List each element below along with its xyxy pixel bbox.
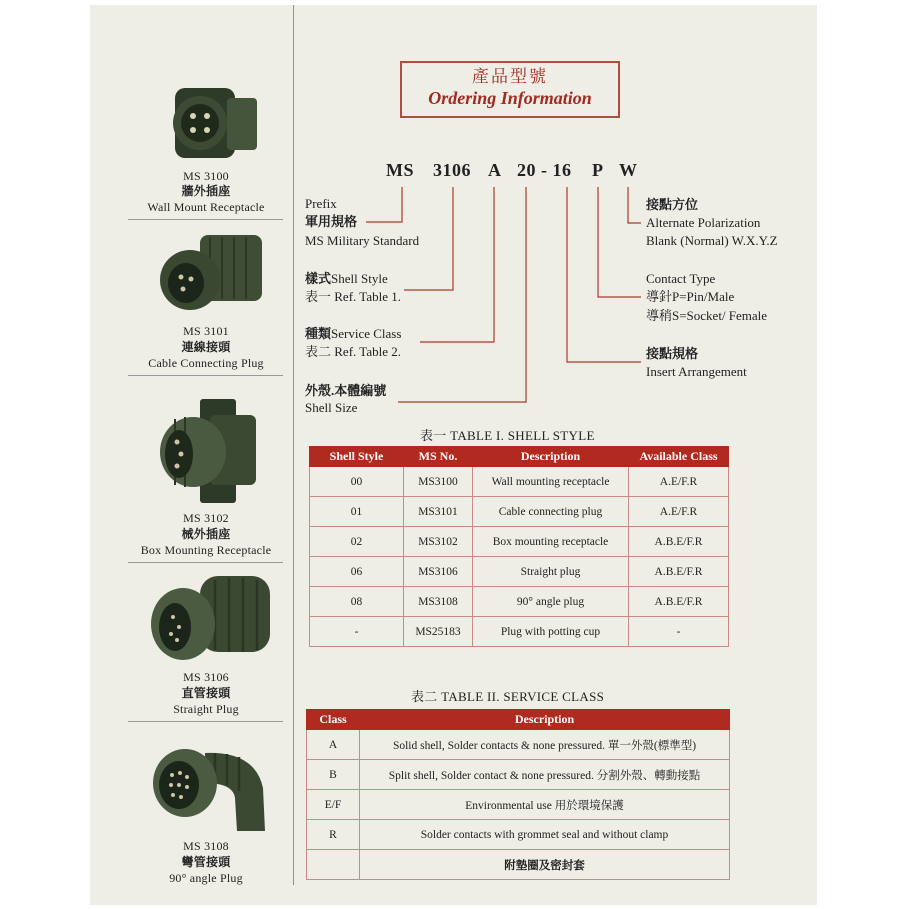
cell: MS3101	[404, 497, 473, 527]
label-contact-pin: 導針P=Pin/Male	[646, 289, 735, 304]
cell: -	[310, 617, 404, 647]
product-code: MS 3101	[183, 324, 229, 338]
cell: Straight plug	[473, 557, 629, 587]
cell: MS25183	[404, 617, 473, 647]
label-shell-style-ref: 表一 Ref. Table 1.	[305, 289, 401, 304]
table-row	[307, 760, 730, 790]
product-name-zh: 牆外插座	[181, 184, 231, 198]
cell: MS3106	[404, 557, 473, 587]
code-size: 20 - 16	[517, 160, 572, 180]
table-row	[310, 557, 729, 587]
label-insert-zh: 接點規格	[646, 346, 699, 361]
product-name-en: Cable Connecting Plug	[148, 356, 264, 370]
cell: A.B.E/F.R	[629, 557, 729, 587]
product-code: MS 3102	[183, 511, 229, 525]
code-contact: P	[592, 160, 604, 180]
cell: Plug with potting cup	[473, 617, 629, 647]
label-service-class: 種類Service Class	[305, 326, 402, 341]
cell: 附墊圈及密封套	[360, 850, 730, 880]
cell: 02	[310, 527, 404, 557]
label-shell-size-zh: 外殼.本體編號	[305, 383, 387, 398]
cell: Environmental use 用於環境保護	[360, 790, 730, 820]
cell: 90° angle plug	[473, 587, 629, 617]
product-code: MS 3100	[183, 169, 229, 183]
table1-caption: 表一 TABLE I. SHELL STYLE	[420, 428, 595, 443]
label-insert: Insert Arrangement	[646, 364, 747, 379]
table-row	[310, 497, 729, 527]
table-row	[307, 790, 730, 820]
code-class: A	[488, 160, 502, 180]
label-service-class-ref: 表二 Ref. Table 2.	[305, 344, 401, 359]
product-code: MS 3108	[183, 839, 229, 853]
product-name-en: Wall Mount Receptacle	[147, 200, 265, 214]
cell: R	[307, 820, 360, 850]
cell: A.E/F.R	[629, 497, 729, 527]
title-zh: 產品型號	[472, 67, 548, 86]
product-name-en: 90° angle Plug	[169, 871, 243, 885]
cell: Cable connecting plug	[473, 497, 629, 527]
cell: Box mounting receptacle	[473, 527, 629, 557]
cell: MS3100	[404, 467, 473, 497]
table-header-row	[310, 447, 729, 467]
col-class: Class	[307, 710, 360, 730]
product-name-zh: 直管接頭	[181, 686, 231, 700]
product-name-zh: 彎管接頭	[181, 855, 231, 869]
table-row	[307, 820, 730, 850]
cell: Solid shell, Solder contacts & none pressured. 單一外殼(標準型)	[360, 730, 730, 760]
table-row	[310, 617, 729, 647]
label-polar-zh: 接點方位	[646, 197, 699, 212]
service-class-table	[306, 709, 730, 880]
cell: E/F	[307, 790, 360, 820]
cell: Wall mounting receptacle	[473, 467, 629, 497]
code-series: 3106	[433, 160, 471, 180]
label-prefix-zh: 軍用規格	[305, 214, 358, 229]
table-row	[307, 850, 730, 880]
cell: Solder contacts with grommet seal and without clamp	[360, 820, 730, 850]
cell: A.E/F.R	[629, 467, 729, 497]
cell: MS3102	[404, 527, 473, 557]
cell: Split shell, Solder contact & none pressured. 分割外殼、轉動接點	[360, 760, 730, 790]
code-ms: MS	[386, 160, 414, 180]
product-name-en: Box Mounting Receptacle	[140, 543, 272, 557]
col-ms-no: MS No.	[404, 447, 473, 467]
col-available-class: Available Class	[629, 447, 729, 467]
cell: -	[629, 617, 729, 647]
table-header-row	[307, 710, 730, 730]
cell: B	[307, 760, 360, 790]
cell: 01	[310, 497, 404, 527]
shell-style-table	[309, 446, 729, 647]
code-polar: W	[619, 160, 638, 180]
product-name-en: Straight Plug	[173, 702, 239, 716]
table-row	[307, 730, 730, 760]
label-shell-style: 樣式Shell Style	[305, 271, 388, 286]
cell: A.B.E/F.R	[629, 527, 729, 557]
table2-caption: 表二 TABLE II. SERVICE CLASS	[411, 689, 605, 704]
label-shell-size: Shell Size	[305, 400, 358, 415]
product-name-zh: 械外插座	[181, 527, 231, 541]
col-description: Description	[473, 447, 629, 467]
cell: A	[307, 730, 360, 760]
col-description: Description	[360, 710, 730, 730]
product-code: MS 3106	[183, 670, 229, 684]
cell: A.B.E/F.R	[629, 587, 729, 617]
table-row	[310, 587, 729, 617]
label-polar-blank: Blank (Normal) W.X.Y.Z	[646, 233, 778, 248]
cell: 08	[310, 587, 404, 617]
table-row	[310, 527, 729, 557]
col-shell-style: Shell Style	[310, 447, 404, 467]
label-polar: Alternate Polarization	[646, 215, 761, 230]
table-row	[310, 467, 729, 497]
title-en: Ordering Information	[428, 88, 592, 108]
cell: 06	[310, 557, 404, 587]
cell: 00	[310, 467, 404, 497]
cell: MS3108	[404, 587, 473, 617]
label-prefix-standard: MS Military Standard	[305, 233, 420, 248]
label-contact-socket: 導稍S=Socket/ Female	[646, 308, 768, 323]
label-prefix: Prefix	[305, 196, 337, 211]
label-contact-type: Contact Type	[646, 271, 716, 286]
product-name-zh: 連線接頭	[181, 340, 231, 354]
cell	[307, 850, 360, 880]
